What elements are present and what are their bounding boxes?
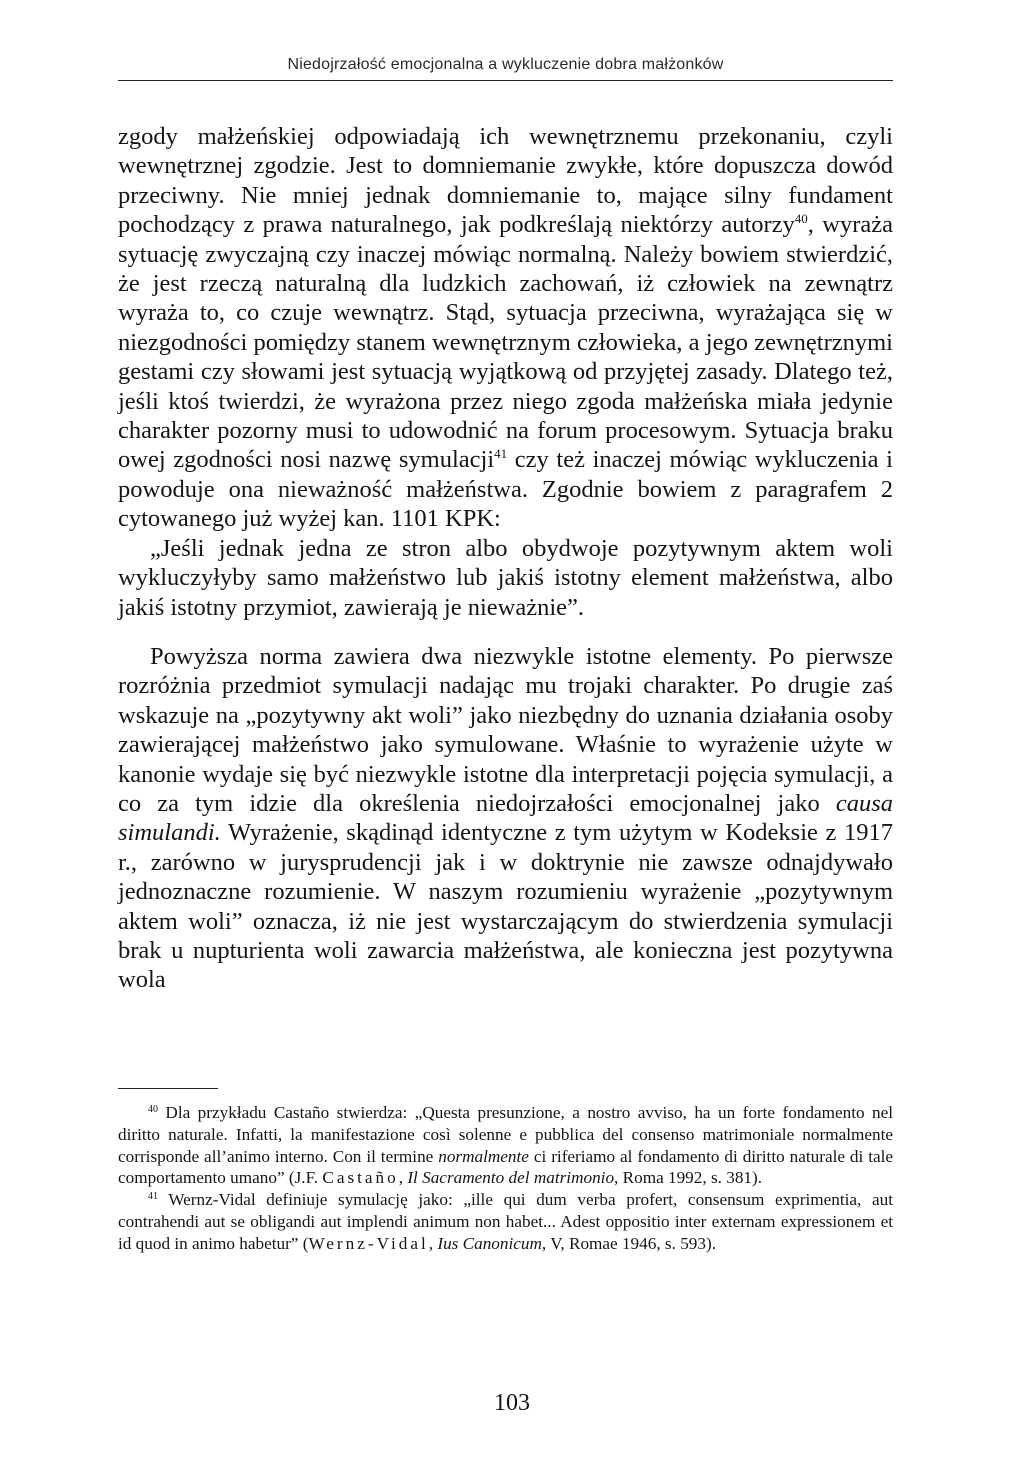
footnote-41 [118, 1189, 893, 1254]
footnote-41-part-a: Wernz-Vidal definiuje symulację jako: „ille qui dum verba profert, consensum exprimentia, aut contrahendi aut se obligandi aut implendi animum non habet... Adest oppositio inter externam expressionem et id quod in animo habetur” ( [118, 1190, 893, 1253]
footnote-40-part-b: ci riferiamo al fondamento di diritto naturale di tale comportamento umano” (J.F. [118, 1146, 894, 1188]
footnote-40-part-c: , [398, 1168, 408, 1188]
footnote-41-italic: Ius Canonicum [437, 1233, 542, 1253]
page-number: 103 [494, 1390, 530, 1416]
paragraph-2 [118, 642, 893, 995]
footnote-40 [118, 1102, 893, 1189]
paragraph-gap [118, 622, 893, 642]
footnote-40-number: 40 [148, 1104, 158, 1115]
canon-quote: „Jeśli jednak jedna ze stron albo obydwoje pozytywnym aktem woli wykluczyłyby samo małżeństwo lub jakiś istotny element małżeństwa, albo jakiś istotny przymiot, zawierają je nieważnie”. [118, 534, 893, 621]
paragraph-1-part-a: zgody małżeńskiej odpowiadają ich wewnętrznemu przekonaniu, czyli wewnętrznej zgodzie. Jest to domniemanie zwykłe, które dopuszcza dowód przeciwny. Nie mniej jednak domniemanie to, mające silny fundament pochodzący z prawa naturalnego, jak podkreślają niektórzy autorzy [118, 123, 893, 239]
paragraph-2-italic: causa simulandi. [118, 789, 893, 847]
paragraph-2-part-b: Wyrażenie, skądinąd identyczne z tym użytym w Kodeksie z 1917 r., zarówno w jurysprudencji jak i w doktrynie nie zawsze odnajdywało jednoznaczne rozumienie. W naszym rozumieniu wyrażenie „pozytywnym aktem woli” oznacza, iż nie jest wystarczającym do stwierdzenia symulacji brak u nupturienta woli zawarcia małżeństwa, ale konieczna jest pozytywna wola [118, 819, 893, 994]
footnote-40-italic-1: normalmente [438, 1146, 529, 1166]
footnote-41-part-c: , [428, 1233, 438, 1253]
footnotes [118, 1102, 893, 1255]
paragraph-2-part-a: Powyższa norma zawiera dwa niezwykle istotne elementy. Po pierwsze rozróżnia przedmiot symulacji nadając mu trojaki charakter. Po drugie zaś wskazuje na „pozytywny akt woli” jako niezbędny do uznania działania osoby zawierającej małżeństwo jako symulowane. Właśnie to wyrażenie użyte w kanonie wydaje się być niezwykle istotne dla interpretacji pojęcia symulacji, a co za tym idzie dla określenia niedojrzałości emocjonalnej jako [118, 642, 893, 817]
footnote-41-part-d: , V, Romae 1946, s. 593). [541, 1233, 717, 1253]
running-head: Niedojrzałość emocjonalna a wykluczenie dobra małżonków [287, 56, 724, 73]
footnote-40-part-a: Dla przykładu Castaño stwierdza: „Questa presunzione, a nostro avviso, ha un forte fondamento nel diritto naturale. Infatti, la manifestazione così solenne e pubblica del consenso matrimoniale normalmente corrisponde all’animo interno. Con il termine [118, 1103, 893, 1166]
footnote-40-italic-2: Il Sacramento del matrimonio [407, 1168, 615, 1188]
paragraph-1-part-c: czy też inaczej mówiąc wykluczenia i powoduje ona nieważność małżeństwa. Zgodnie bowiem z paragrafem 2 cytowanego już wyżej kan. 1101 KPK: [118, 446, 893, 533]
paragraph-1-part-b: , wyraża sytuację zwyczajną czy inaczej mówiąc normalną. Należy bowiem stwierdzić, że jest rzeczą naturalną dla ludzkich zachowań, iż człowiek na zewnątrz wyraża to, co czuje wewnątrz. Stąd, sytuacja przeciwna, wyrażająca się w niezgodności pomiędzy stanem wewnętrznym człowieka, a jego zewnętrznymi gestami czy słowami jest sytuacją wyjątkową od przyjętej zasady. Dlatego też, jeśli ktoś twierdzi, że wyrażona przez niego zgoda małżeńska miała jedynie charakter pozorny musi to udowodnić na forum procesowym. Sytuacja braku owej zgodności nosi nazwę symulacji [118, 211, 893, 474]
footnote-ref-40[interactable]: 40 [794, 211, 808, 227]
footnote-40-author: Castaño [322, 1168, 399, 1188]
main-text [118, 122, 893, 995]
footnote-41-author: Wernz-Vidal [308, 1233, 429, 1253]
footnote-40-part-d: , Roma 1992, s. 381). [614, 1168, 763, 1188]
paragraph-1 [118, 122, 893, 534]
header-rule [118, 80, 893, 81]
footnote-41-number: 41 [148, 1191, 158, 1203]
footnote-ref-41[interactable]: 41 [494, 446, 508, 462]
footnote-rule [118, 1088, 218, 1089]
